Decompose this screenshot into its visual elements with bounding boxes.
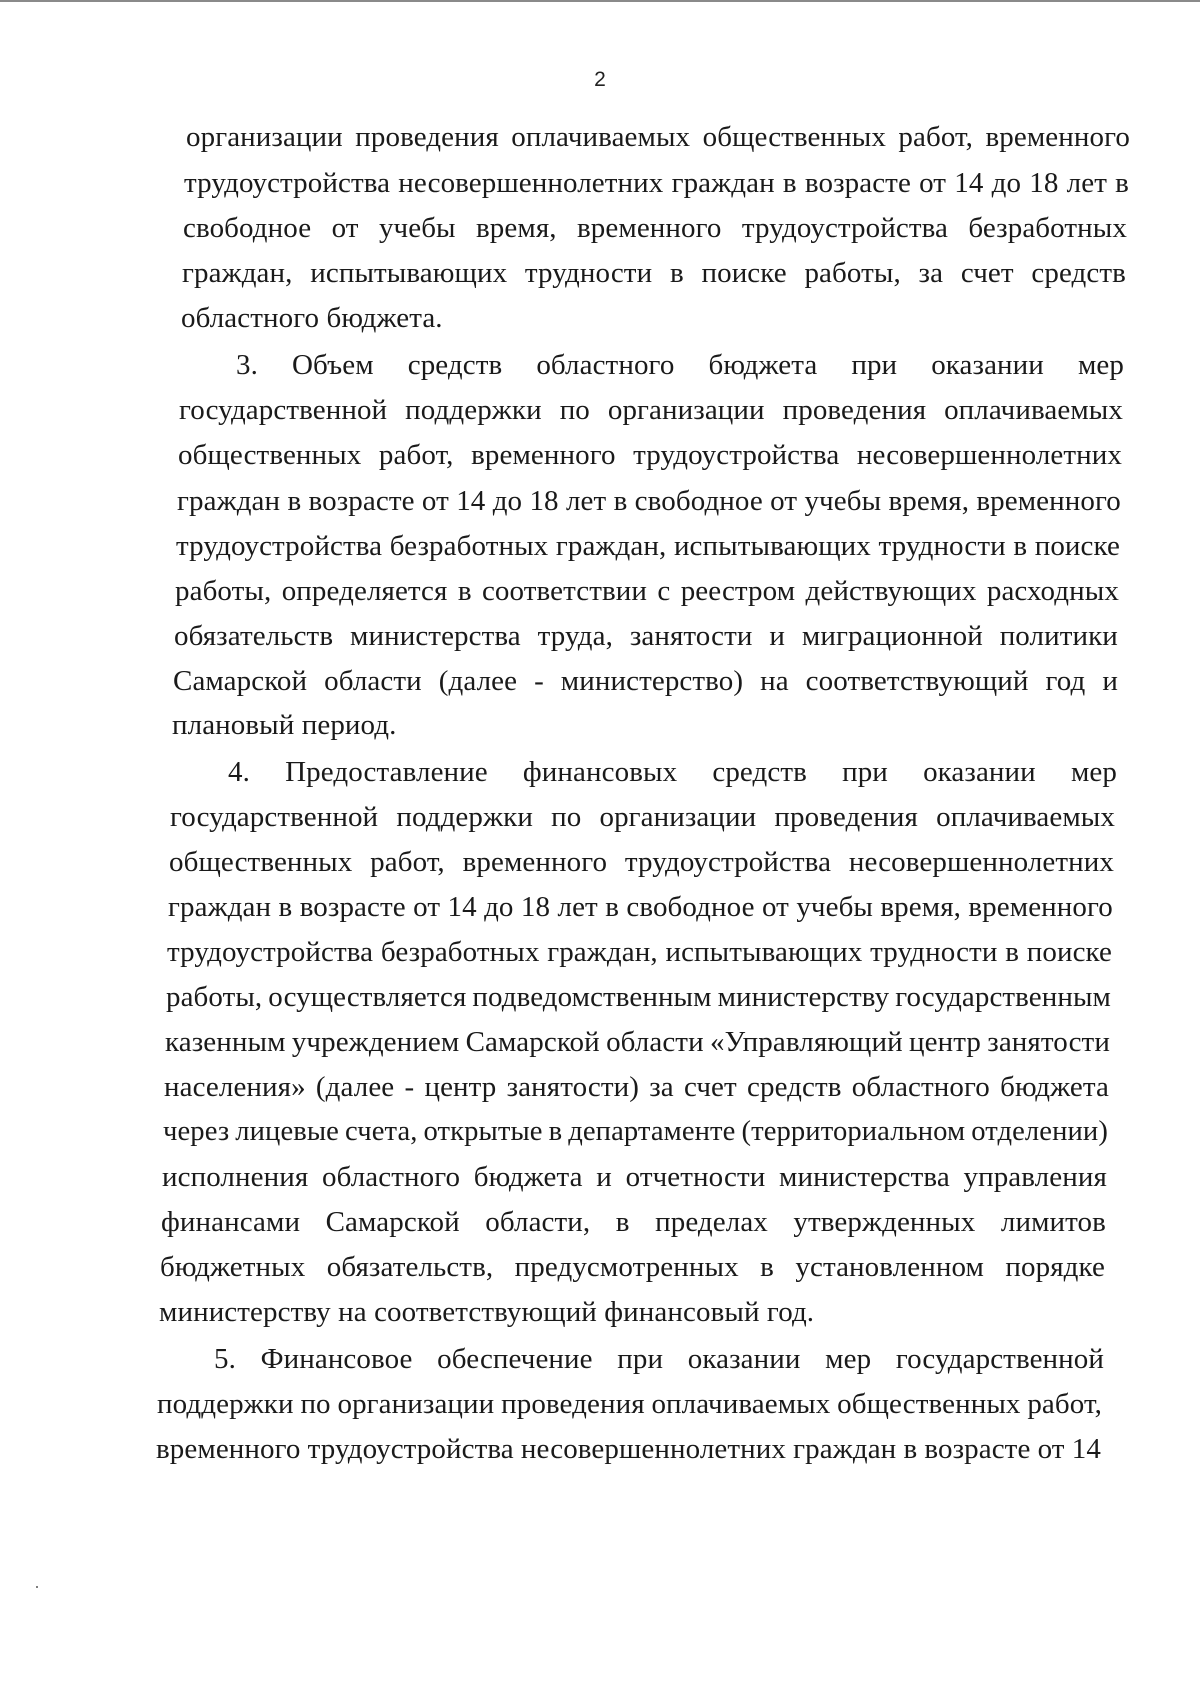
word: министерству xyxy=(717,981,890,1013)
word: занятости) xyxy=(506,1071,640,1103)
word: трудоустройства xyxy=(633,439,840,471)
word: в xyxy=(903,1433,918,1465)
word: оплачиваемых xyxy=(651,1388,831,1420)
word: поддержки xyxy=(405,394,542,426)
word: 14 xyxy=(1071,1433,1101,1465)
word: лимитов xyxy=(1000,1206,1106,1238)
word: работы, xyxy=(175,575,272,607)
word: отделении) xyxy=(971,1116,1108,1147)
text-line xyxy=(176,529,1120,563)
word: от xyxy=(919,167,947,199)
text-line xyxy=(182,256,1126,290)
word: время, xyxy=(476,212,557,244)
word: мер xyxy=(1070,756,1117,788)
text-line xyxy=(214,1342,1104,1376)
word: временного xyxy=(577,212,722,244)
word: проведения xyxy=(355,121,499,153)
word: безработных xyxy=(968,212,1127,244)
word: до xyxy=(991,167,1022,199)
word: с xyxy=(657,575,671,607)
word: за xyxy=(918,257,944,289)
word: бюджета xyxy=(1000,1071,1109,1103)
word: трудоустройства xyxy=(307,1433,514,1465)
word: и xyxy=(596,1161,612,1193)
word: миграционной xyxy=(801,620,983,652)
word: министерство) xyxy=(560,665,744,697)
word: общественных xyxy=(178,439,362,471)
word: поддержки xyxy=(396,801,533,833)
text-line xyxy=(170,800,1115,834)
word: испытывающих xyxy=(673,530,871,562)
word: 18 xyxy=(520,891,551,923)
word: (далее xyxy=(315,1071,395,1103)
word: проведения xyxy=(774,801,918,833)
word: граждан xyxy=(177,485,281,517)
text-line xyxy=(162,1160,1107,1194)
word: лицевые xyxy=(235,1116,339,1147)
word: действующих xyxy=(805,575,977,607)
word: трудности xyxy=(878,530,1006,562)
word: - xyxy=(534,665,544,697)
word: возрасте xyxy=(299,891,406,923)
word: финансами xyxy=(161,1206,301,1238)
word: граждан, xyxy=(547,936,658,968)
word: работ, xyxy=(1027,1388,1102,1420)
word: оплачиваемых xyxy=(511,121,691,153)
word: граждан xyxy=(671,167,775,199)
word: в xyxy=(278,891,293,923)
text-line xyxy=(167,935,1112,969)
word: организации xyxy=(599,801,757,833)
text-line xyxy=(174,619,1118,653)
word: средств xyxy=(1031,257,1126,289)
word: 3. xyxy=(236,349,258,381)
word: от xyxy=(331,212,359,244)
word: предусмотренных xyxy=(514,1251,739,1283)
word: общественных xyxy=(169,846,353,878)
word: граждан xyxy=(793,1433,897,1465)
word: областного xyxy=(536,349,675,381)
word: возрасте xyxy=(804,167,911,199)
word: расходных xyxy=(986,575,1119,607)
word: реестром xyxy=(680,575,796,607)
word: государственной xyxy=(170,801,379,833)
word: и xyxy=(769,620,785,652)
word: временного xyxy=(471,439,616,471)
word: в xyxy=(1013,530,1028,562)
word: лет xyxy=(565,485,607,517)
word: лет xyxy=(1066,167,1107,199)
word: год xyxy=(1045,665,1086,697)
word: в xyxy=(605,891,619,923)
word: поиске xyxy=(1034,530,1120,562)
word: оказании xyxy=(923,756,1036,788)
word: трудоустройства xyxy=(184,167,391,199)
word: граждан, xyxy=(182,257,293,289)
word: оплачиваемых xyxy=(936,801,1115,833)
word: в xyxy=(1115,167,1129,199)
word: труда, xyxy=(537,620,613,652)
word: при xyxy=(851,349,898,381)
word: порядке xyxy=(1005,1251,1105,1283)
word: учебы xyxy=(804,485,882,517)
word: от xyxy=(413,891,441,923)
word: государственной xyxy=(895,1343,1104,1375)
word: (территориальном xyxy=(741,1116,966,1147)
word: лет xyxy=(557,891,598,923)
word: при xyxy=(842,756,888,788)
word: в xyxy=(760,1251,774,1283)
word: обязательств xyxy=(174,620,334,652)
word: временного xyxy=(968,891,1113,923)
text-line xyxy=(183,211,1127,245)
word: управления xyxy=(963,1161,1107,1193)
word: время, xyxy=(880,891,961,923)
word: обеспечение xyxy=(437,1343,593,1375)
text-line xyxy=(157,1387,1102,1421)
word: Самарской xyxy=(173,665,308,697)
word: Предоставление xyxy=(285,756,488,788)
text-line xyxy=(179,393,1123,427)
word: от xyxy=(770,485,798,517)
scan-speck xyxy=(36,1586,38,1588)
word: граждан xyxy=(168,891,272,923)
word: организации xyxy=(607,394,765,426)
word: безработных xyxy=(389,530,549,562)
text-line xyxy=(161,1205,1106,1239)
word: оказании xyxy=(687,1343,801,1375)
word: и xyxy=(1102,665,1118,697)
word: открытые xyxy=(423,1116,543,1147)
word: бюджетных xyxy=(160,1251,306,1283)
word: оплачиваемых xyxy=(944,394,1123,426)
word: бюджета xyxy=(473,1161,583,1193)
word: подведомственным xyxy=(472,981,712,1013)
word: счет xyxy=(960,257,1014,289)
word: безработных xyxy=(380,936,540,968)
word: поиске xyxy=(1026,936,1112,968)
text-line xyxy=(164,1070,1109,1104)
word: проведения xyxy=(782,394,927,426)
word: области xyxy=(324,665,422,697)
word: испытывающих xyxy=(310,257,508,289)
word: отчетности xyxy=(625,1161,766,1193)
word: средств xyxy=(712,756,807,788)
word: установленном xyxy=(795,1251,984,1283)
word: граждан, xyxy=(555,530,667,562)
word: временного xyxy=(462,846,608,878)
text-line xyxy=(165,1025,1110,1059)
word: соответствующий xyxy=(805,665,1029,697)
word: министерства xyxy=(350,620,521,652)
word: при xyxy=(617,1343,664,1375)
word: бюджета xyxy=(708,349,818,381)
word: казенным xyxy=(165,1026,286,1058)
text-line xyxy=(169,845,1114,879)
word: от xyxy=(1037,1433,1065,1465)
text-line xyxy=(163,1115,1108,1149)
word: соответствии xyxy=(481,575,648,607)
word: по xyxy=(300,1388,331,1420)
word: на xyxy=(760,665,789,697)
word: по xyxy=(559,394,590,426)
word: несовершеннолетних xyxy=(856,439,1122,471)
word: несовершеннолетних xyxy=(520,1433,787,1465)
word: Объем xyxy=(291,349,374,381)
word: 14 xyxy=(954,167,984,199)
word: пределах xyxy=(655,1206,768,1238)
word: по xyxy=(551,801,582,833)
word: свободное xyxy=(626,891,755,923)
word: до xyxy=(484,891,514,923)
word: средств xyxy=(407,349,503,381)
text-line: областного бюджета. xyxy=(181,302,443,334)
word: государственной xyxy=(179,394,388,426)
word: в xyxy=(457,575,472,607)
word: центр xyxy=(909,1026,981,1058)
word: общественных xyxy=(702,121,886,153)
word: в xyxy=(287,485,302,517)
text-line xyxy=(177,484,1121,518)
word: испытывающих xyxy=(665,936,863,968)
word: через xyxy=(163,1116,230,1147)
word: трудности xyxy=(870,936,998,968)
word: мер xyxy=(1077,349,1124,381)
word: свободное xyxy=(634,485,763,517)
word: исполнения xyxy=(162,1161,309,1193)
word: временного xyxy=(156,1433,301,1465)
word: работы, xyxy=(166,981,263,1013)
word: работ, xyxy=(378,439,454,471)
word: в xyxy=(1005,936,1019,968)
word: проведения xyxy=(501,1388,645,1420)
word: работы, xyxy=(804,257,901,289)
word: трудоустройства xyxy=(167,936,374,968)
word: учебы xyxy=(378,212,456,244)
word: 14 xyxy=(447,891,477,923)
word: областного xyxy=(321,1161,461,1193)
word: осуществляется xyxy=(268,981,467,1013)
word: 18 xyxy=(1029,167,1059,199)
text-line xyxy=(160,1250,1105,1284)
word: Финансовое xyxy=(260,1343,413,1375)
word: трудности xyxy=(524,257,653,289)
word: утвержденных xyxy=(793,1206,976,1238)
text-line xyxy=(175,574,1119,608)
word: за xyxy=(649,1071,674,1103)
word: временного xyxy=(976,485,1121,517)
text-line xyxy=(184,166,1129,200)
word: обязательств, xyxy=(326,1251,494,1283)
word: поддержки xyxy=(157,1388,294,1420)
word: Самарской xyxy=(465,1026,600,1058)
word: счета, xyxy=(344,1116,418,1147)
word: населения» xyxy=(164,1071,306,1103)
text-line: министерству на соответствующий финансовый год. xyxy=(159,1296,815,1328)
word: общественных xyxy=(837,1388,1021,1420)
word: 18 xyxy=(529,485,559,517)
word: политики xyxy=(999,620,1118,652)
word: в xyxy=(615,1206,630,1238)
text-line xyxy=(173,664,1118,698)
word: трудоустройства xyxy=(176,530,383,562)
word: учреждением xyxy=(291,1026,460,1058)
word: области xyxy=(606,1026,704,1058)
word: «Управляющий xyxy=(710,1026,903,1058)
word: определяется xyxy=(281,575,448,607)
word: центр xyxy=(424,1071,497,1103)
word: в xyxy=(782,167,797,199)
word: несовершеннолетних xyxy=(848,846,1114,878)
word: государственным xyxy=(895,981,1111,1013)
text-line: плановый период. xyxy=(172,709,397,741)
word: до xyxy=(492,485,523,517)
text-line xyxy=(236,348,1124,382)
word: областного xyxy=(851,1071,990,1103)
word: оказании xyxy=(931,349,1044,381)
word: средств xyxy=(747,1071,842,1103)
word: департаменте xyxy=(568,1116,736,1147)
word: учебы xyxy=(796,891,874,923)
word: 14 xyxy=(456,485,486,517)
word: от xyxy=(761,891,789,923)
word: мер xyxy=(825,1343,872,1375)
text-line xyxy=(178,438,1122,472)
word: трудоустройства xyxy=(741,212,948,244)
word: занятости xyxy=(629,620,753,652)
word: в xyxy=(669,257,684,289)
word: - xyxy=(404,1071,415,1103)
word: трудоустройства xyxy=(624,846,832,878)
word: 5. xyxy=(214,1343,236,1375)
word: в xyxy=(613,485,628,517)
word: несовершеннолетних xyxy=(398,167,664,199)
word: работ, xyxy=(370,846,445,878)
word: время, xyxy=(888,485,970,517)
word: министерства xyxy=(779,1161,950,1193)
text-line xyxy=(186,120,1130,154)
word: возрасте xyxy=(308,485,415,517)
word: свободное xyxy=(183,212,312,244)
word: в xyxy=(548,1116,563,1147)
word: организации xyxy=(337,1388,495,1420)
text-line xyxy=(156,1432,1101,1466)
word: организации xyxy=(186,121,343,153)
page-number: 2 xyxy=(594,68,606,91)
word: занятости xyxy=(987,1026,1110,1058)
text-line xyxy=(228,755,1117,789)
text-line xyxy=(168,890,1113,924)
word: финансовых xyxy=(522,756,678,788)
word: Самарской xyxy=(325,1206,460,1238)
word: работ, xyxy=(898,121,973,153)
word: от xyxy=(421,485,449,517)
word: (далее xyxy=(438,665,518,697)
word: области, xyxy=(485,1206,591,1238)
word: счет xyxy=(683,1071,737,1103)
text-line xyxy=(166,980,1111,1014)
word: временного xyxy=(985,121,1130,153)
word: возрасте xyxy=(924,1433,1031,1465)
word: поиске xyxy=(701,257,787,289)
word: 4. xyxy=(228,756,250,788)
